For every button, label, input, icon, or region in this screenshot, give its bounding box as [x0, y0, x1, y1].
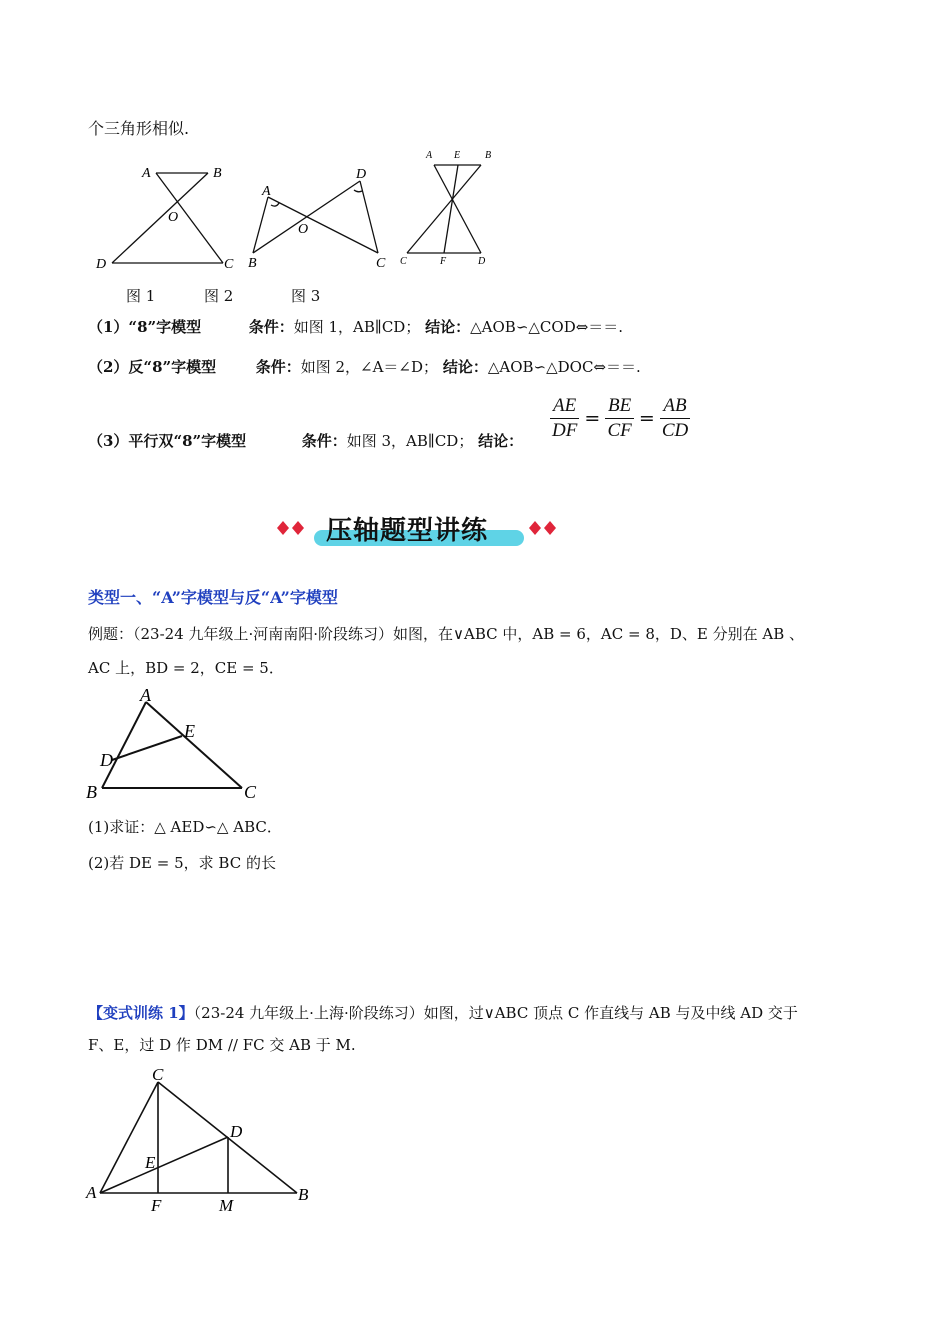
variant-triangle-figure	[82, 1060, 322, 1218]
example-line-1: 例题：（23-24 九年级上·河南南阳·阶段练习）如图，在∨ABC 中，AB = 6，AC = 8，D、E 分别在 AB 、	[88, 625, 805, 643]
fig2-label-b: B	[248, 256, 257, 271]
model-2	[88, 356, 641, 377]
fraction-ae-df: $\frac{AE}{DF}$	[552, 395, 578, 441]
fig3-label-b: B	[485, 150, 492, 161]
model-1-title: （1）“8”字模型	[88, 318, 202, 336]
fig3-label-a: A	[426, 150, 433, 161]
figure-3	[407, 165, 481, 253]
fig1-label-c: C	[224, 257, 234, 272]
model-2-title: （2）反“8”字模型	[88, 358, 217, 376]
example-triangle-figure	[82, 684, 272, 802]
equals-sign: =	[584, 407, 601, 430]
variant-text-1: （23-24 九年级上·上海·阶段练习）如图，过∨ABC 顶点 C 作直线与 AB 与及中线 AD 交于	[193, 1004, 798, 1022]
variant-line-1	[88, 1002, 798, 1023]
var-label-b: B	[298, 1185, 309, 1204]
type1-heading: 类型一、“A”字模型与反“A”字模型	[88, 588, 338, 607]
model-3-cond-label: 条件：	[301, 432, 347, 450]
fig2-label-o: O	[298, 222, 309, 237]
fig3-label-c: C	[400, 256, 407, 267]
equals-sign: =	[638, 407, 655, 430]
ex-label-a: A	[140, 685, 151, 705]
model-2-cond-text: 如图 2，∠A＝∠D；	[300, 358, 439, 376]
ex-label-b: B	[86, 782, 97, 802]
section-banner	[276, 508, 566, 552]
fraction-be-cf: $\frac{BE}{CF}$	[607, 395, 632, 441]
fig2-label-d: D	[356, 167, 367, 182]
ex-label-d: D	[100, 750, 113, 770]
var-label-f: F	[151, 1196, 162, 1215]
fig1-label-b: B	[213, 166, 222, 181]
model-3-concl-label: 结论：	[478, 432, 524, 450]
fig-caption-1: 图 1	[126, 287, 156, 305]
fig1-label-o: O	[168, 210, 179, 225]
model-2-concl-label: 结论：	[442, 358, 488, 376]
fig3-label-d: D	[478, 256, 486, 267]
diamond-left-icon	[276, 520, 310, 536]
example-line-2: AC 上，BD = 2，CE = 5．	[88, 659, 284, 677]
fig2-label-a: A	[262, 184, 271, 199]
intro-line: 个三角形相似.	[88, 119, 190, 138]
banner-title: 压轴题型讲练	[326, 516, 489, 546]
model-3-title: （3）平行双“8”字模型	[88, 432, 247, 450]
fig-caption-2: 图 2	[204, 287, 234, 305]
model-1-concl-label: 结论：	[425, 318, 471, 336]
fig3-label-f: F	[440, 256, 447, 267]
var-label-e: E	[145, 1153, 156, 1172]
example-question-1: (1)求证：△ AED∽△ ABC．	[88, 818, 282, 836]
var-label-c: C	[152, 1065, 164, 1084]
fig1-label-a: A	[142, 166, 151, 181]
model-3-fractions	[550, 394, 690, 443]
fig-caption-3: 图 3	[291, 287, 321, 305]
model-1-concl-text: △AOB∽△COD⇔＝＝.	[470, 318, 624, 336]
ex-label-c: C	[244, 782, 257, 802]
figure-2	[253, 181, 378, 253]
figures-8-model	[88, 145, 508, 280]
var-label-a: A	[86, 1183, 97, 1202]
variant-line-2: F、E，过 D 作 DM // FC 交 AB 于 M.	[88, 1036, 356, 1054]
example-question-2: (2)若 DE = 5，求 BC 的长	[88, 854, 276, 872]
model-1	[88, 316, 623, 337]
model-1-cond-text: 如图 1，AB∥CD；	[293, 318, 421, 336]
fig3-label-e: E	[454, 150, 461, 161]
fig1-label-d: D	[96, 257, 107, 272]
model-3-cond-text: 如图 3，AB∥CD；	[346, 432, 474, 450]
fig2-label-c: C	[376, 256, 386, 271]
model-2-concl-text: △AOB∽△DOC⇔＝＝.	[487, 358, 641, 376]
model-1-cond-label: 条件：	[248, 318, 294, 336]
diamond-right-icon	[528, 520, 562, 536]
var-label-d: D	[230, 1122, 243, 1141]
model-2-cond-label: 条件：	[255, 358, 301, 376]
variant-tag: 【变式训练 1】	[88, 1004, 194, 1022]
ex-label-e: E	[184, 721, 195, 741]
var-label-m: M	[219, 1196, 234, 1215]
model-3	[88, 430, 523, 451]
fraction-ab-cd: $\frac{AB}{CD}$	[661, 395, 689, 441]
